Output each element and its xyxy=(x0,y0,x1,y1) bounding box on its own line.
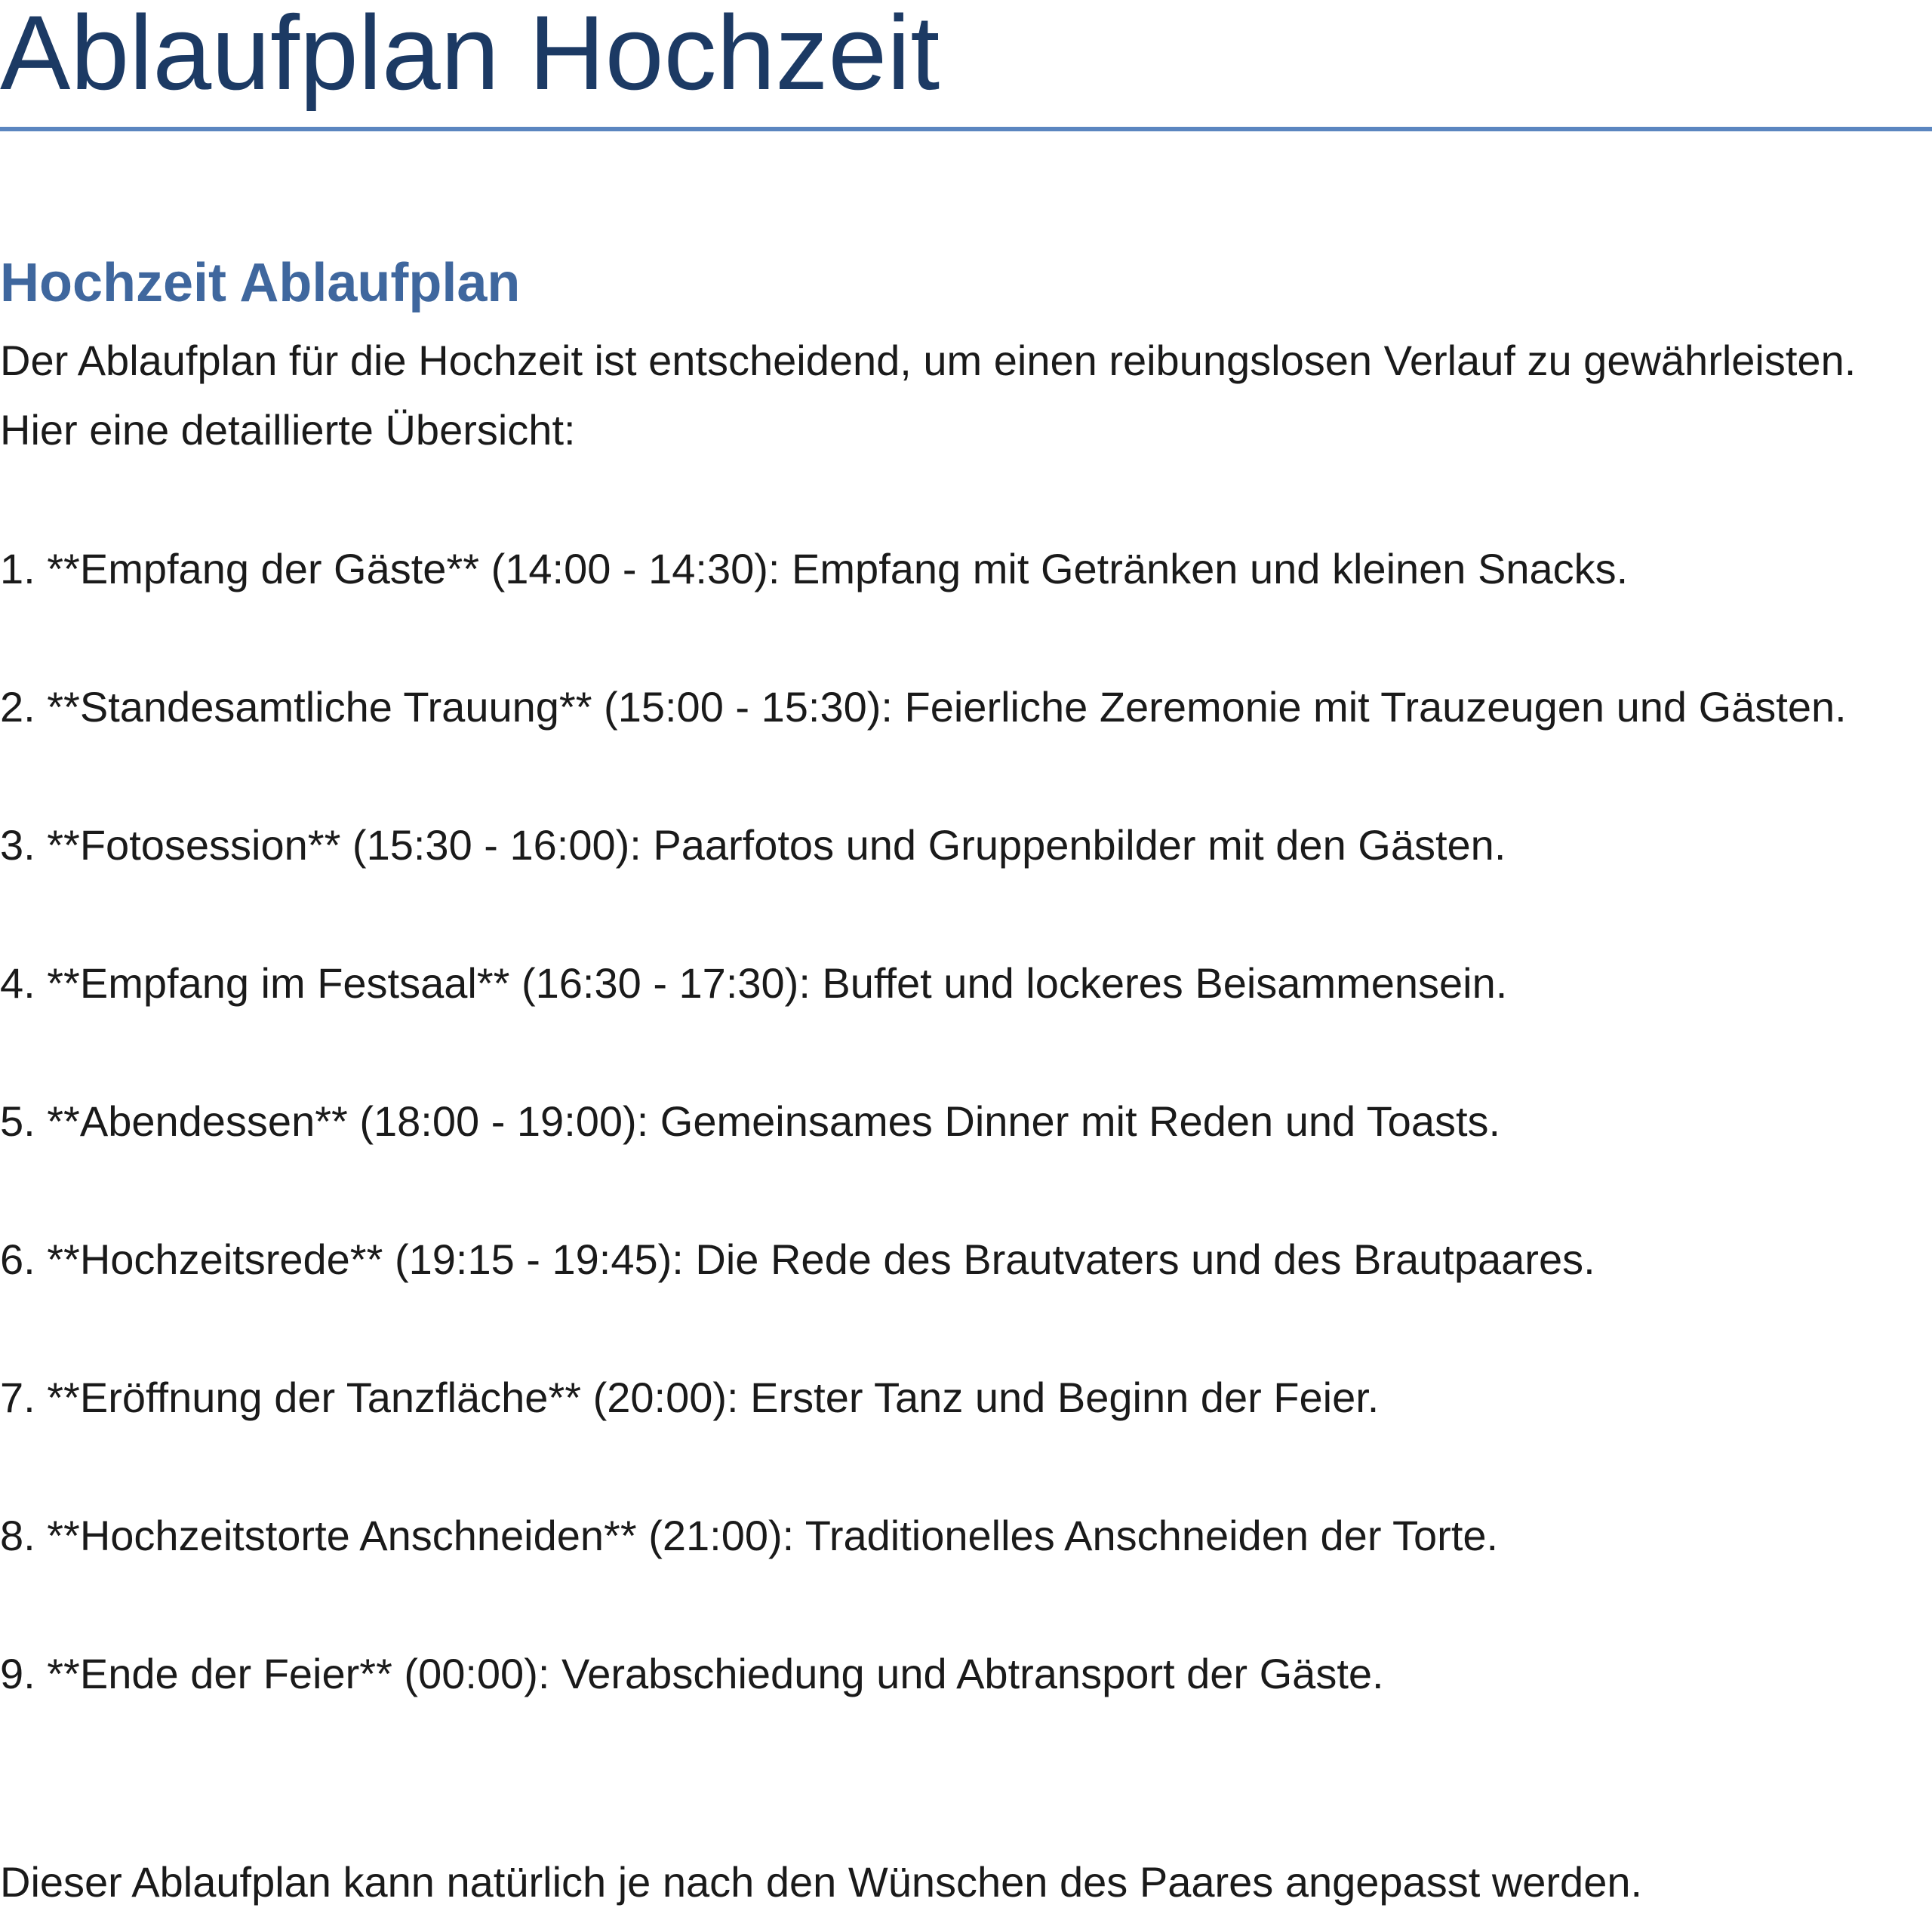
document-title: Ablaufplan Hochzeit xyxy=(0,0,940,112)
schedule-item-6: 6. **Hochzeitsrede** (19:15 - 19:45): Die Rede des Brautvaters und des Brautpaares. xyxy=(0,1235,1595,1283)
schedule-item-5: 5. **Abendessen** (18:00 - 19:00): Gemeinsames Dinner mit Reden und Toasts. xyxy=(0,1097,1501,1145)
schedule-item-3: 3. **Fotosession** (15:30 - 16:00): Paarfotos und Gruppenbilder mit den Gästen. xyxy=(0,821,1506,869)
schedule-item-9: 9. **Ende der Feier** (00:00): Verabschiedung und Abtransport der Gäste. xyxy=(0,1650,1384,1697)
schedule-item-8: 8. **Hochzeitstorte Anschneiden** (21:00): Traditionelles Anschneiden der Torte. xyxy=(0,1512,1499,1559)
section-heading: Hochzeit Ablaufplan xyxy=(0,253,521,313)
schedule-item-4: 4. **Empfang im Festsaal** (16:30 - 17:30): Buffet und lockeres Beisammensein. xyxy=(0,959,1508,1007)
schedule-list xyxy=(0,534,1872,1777)
schedule-item-7: 7. **Eröffnung der Tanzfläche** (20:00): Erster Tanz und Beginn der Feier. xyxy=(0,1374,1380,1421)
intro-paragraph: Der Ablaufplan für die Hochzeit ist entscheidend, um einen reibungslosen Verlauf zu gewährleisten. Hier eine detaillierte Übersicht: xyxy=(0,337,1857,454)
title-underline-rule xyxy=(0,127,1932,131)
schedule-item-2: 2. **Standesamtliche Trauung** (15:00 - 15:30): Feierliche Zeremonie mit Trauzeugen und Gästen. xyxy=(0,683,1847,731)
closing-paragraph: Dieser Ablaufplan kann natürlich je nach den Wünschen des Paares angepasst werden. xyxy=(0,1858,1643,1906)
schedule-item-1: 1. **Empfang der Gäste** (14:00 - 14:30): Empfang mit Getränken und kleinen Snacks. xyxy=(0,545,1629,592)
